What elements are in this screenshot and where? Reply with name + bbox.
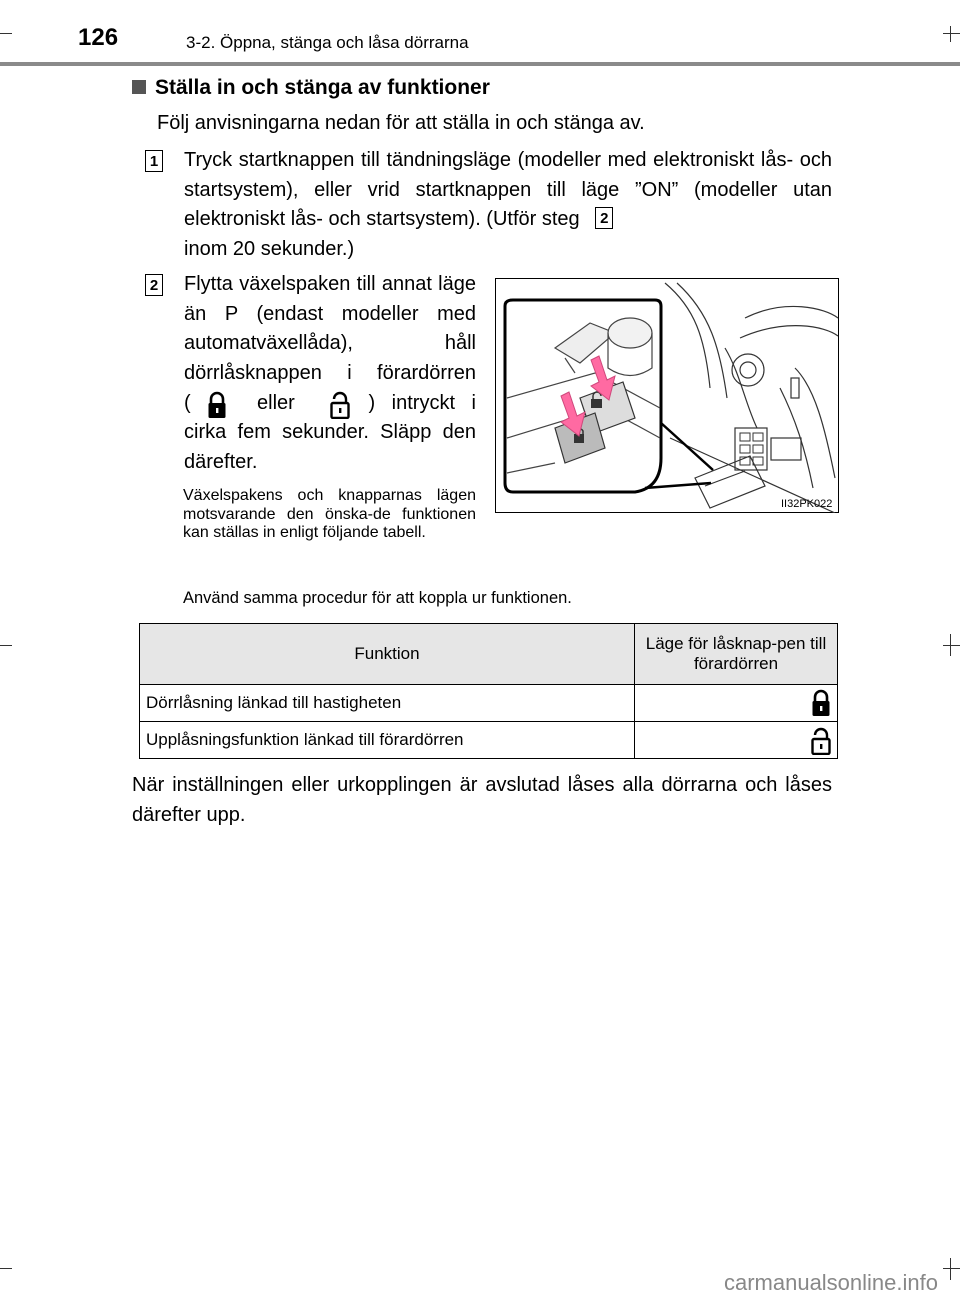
step-number-1: 1 bbox=[145, 150, 163, 172]
page-number: 126 bbox=[78, 24, 119, 51]
step-2-note: Växelspakens och knapparnas lägen motsvarande den önska-de funktionen kan ställas in enligt följande tabell. bbox=[183, 487, 476, 541]
section-heading-text: Ställa in och stänga av funktioner bbox=[155, 76, 490, 99]
header-function: Funktion bbox=[140, 624, 635, 685]
figure-code: II32PK022 bbox=[781, 498, 833, 510]
lock-closed-icon bbox=[811, 689, 831, 717]
crop-mark bbox=[950, 26, 951, 42]
table-row bbox=[140, 722, 838, 759]
crop-mark bbox=[943, 1268, 960, 1269]
table-header-row bbox=[140, 624, 838, 685]
lock-open-icon bbox=[811, 725, 831, 755]
row-lock-cell bbox=[635, 685, 838, 722]
step-ref-2: 2 bbox=[595, 207, 613, 229]
row-lock-cell bbox=[635, 722, 838, 759]
lock-closed-icon bbox=[207, 391, 227, 419]
crop-mark bbox=[0, 645, 12, 646]
header-rule bbox=[0, 62, 960, 66]
step-2-text-part2: cirka fem sekunder. Släpp den därefter. bbox=[184, 421, 476, 473]
intro-text: Följ anvisningarna nedan för att ställa in och stänga av. bbox=[157, 112, 645, 134]
crop-mark bbox=[0, 1268, 12, 1269]
header-lock-position: Läge för låsknap-pen till förardörren bbox=[635, 624, 838, 685]
table-row bbox=[140, 685, 838, 722]
crop-mark bbox=[943, 33, 960, 34]
lock-open-icon bbox=[330, 389, 350, 419]
row-function-label: Dörrlåsning länkad till hastigheten bbox=[140, 685, 635, 722]
step-1-text bbox=[184, 146, 832, 264]
paren-close: ) intryckt i bbox=[368, 392, 476, 414]
step-2-text-part1: Flytta växelspaken till annat läge än P (endast modeller med automatväxellåda), håll dörrlåsknappen i förardörren bbox=[184, 273, 476, 384]
function-table bbox=[139, 623, 838, 759]
section-heading bbox=[132, 76, 490, 100]
step-1-text-main: Tryck startknappen till tändningsläge (modeller med elektroniskt lås- och startsystem), eller vrid startknappen till läge ”ON” (modeller utan elektroniskt lås- och startsystem). (Utför steg bbox=[184, 149, 832, 230]
crop-mark bbox=[950, 1258, 951, 1280]
watermark: carmanualsonline.info bbox=[723, 1270, 938, 1295]
step-2-note-continued: Använd samma procedur för att koppla ur funktionen. bbox=[183, 589, 572, 607]
or-word: eller bbox=[257, 392, 295, 414]
paren-open: ( bbox=[184, 392, 191, 414]
crop-mark bbox=[943, 645, 960, 646]
heading-square-icon bbox=[132, 80, 146, 94]
crop-mark bbox=[0, 33, 12, 34]
final-paragraph: När inställningen eller urkopplingen är avslutad låses alla dörrarna och låses därefter upp. bbox=[132, 774, 832, 826]
step-number-2: 2 bbox=[145, 274, 163, 296]
row-function-label: Upplåsningsfunktion länkad till förardörren bbox=[140, 722, 635, 759]
step-1-text-tail: inom 20 sekunder.) bbox=[184, 237, 355, 260]
chapter-title: 3-2. Öppna, stänga och låsa dörrarna bbox=[186, 33, 469, 52]
door-lock-switch-illustration bbox=[495, 278, 839, 513]
step-2-lock-line bbox=[184, 389, 476, 419]
